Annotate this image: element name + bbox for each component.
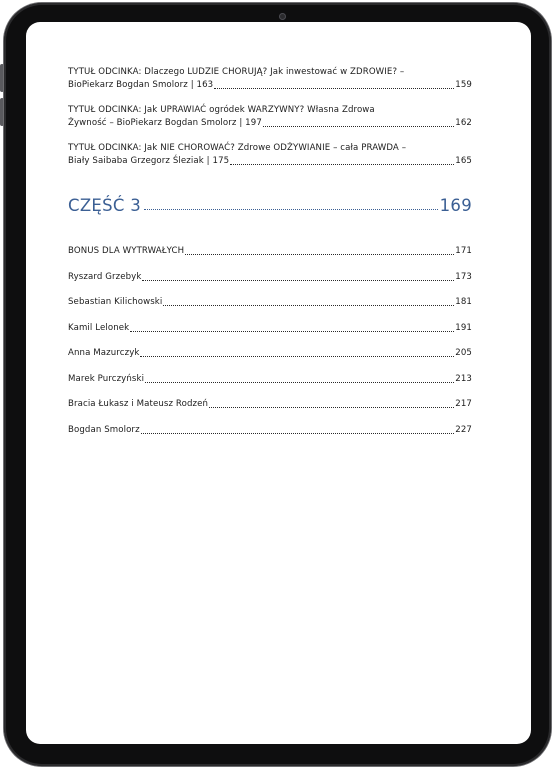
- toc-page-number: 171: [455, 246, 472, 256]
- toc-entry-title: Bracia Łukasz i Mateusz Rodzeń: [68, 399, 209, 409]
- toc-entry-title: TYTUŁ ODCINKA: Jak NIE CHOROWAĆ? Zdrowe ODŻYWIANIE – cała PRAWDA –: [68, 143, 407, 153]
- toc-entry[interactable]: [68, 347, 472, 360]
- toc-entry-title: Ryszard Grzebyk: [68, 271, 142, 282]
- toc-entry-title: Kamil Lelonek: [68, 322, 130, 333]
- toc-page-number: 191: [455, 322, 472, 333]
- dot-leader: [214, 87, 454, 89]
- front-camera-icon: [279, 13, 286, 20]
- dot-leader: [141, 432, 455, 434]
- toc-entry-title-cont: Żywność – BioPiekarz Bogdan Smolorz | 197: [68, 118, 262, 128]
- ebook-page: [26, 22, 531, 744]
- toc-page-number: 159: [455, 80, 472, 90]
- toc-entry-title: TYTUŁ ODCINKA: Jak UPRAWIAĆ ogródek WARZYWNY? Własna Zdrowa: [68, 105, 375, 115]
- toc-page-number: 162: [455, 118, 472, 128]
- toc-entry[interactable]: [68, 398, 472, 411]
- toc-page-number: 227: [455, 424, 472, 435]
- toc-entry-title: Marek Purczyński: [68, 373, 145, 384]
- dot-leader: [145, 381, 454, 383]
- toc-entry[interactable]: [68, 296, 472, 309]
- toc-entry[interactable]: [68, 424, 472, 437]
- dot-leader: [209, 406, 454, 408]
- toc-entry[interactable]: [68, 322, 472, 335]
- part-heading[interactable]: [68, 196, 472, 215]
- table-of-contents: [68, 66, 472, 449]
- dot-leader: [144, 209, 438, 210]
- toc-entry-title-cont: Biały Saibaba Grzegorz Śleziak | 175: [68, 156, 230, 166]
- toc-entry-title: Anna Mazurczyk: [68, 348, 140, 358]
- dot-leader: [230, 163, 454, 165]
- toc-entry[interactable]: [68, 104, 472, 130]
- dot-leader: [130, 330, 454, 332]
- toc-page-number: 173: [455, 271, 472, 282]
- dot-leader: [140, 355, 454, 357]
- toc-page-number: 205: [455, 348, 472, 358]
- toc-entry-title: Bogdan Smolorz: [68, 424, 140, 435]
- toc-entry-title: Sebastian Kilichowski: [68, 297, 163, 307]
- toc-entry[interactable]: [68, 271, 472, 284]
- part-page-number: 169: [439, 196, 472, 215]
- toc-page-number: 213: [455, 373, 472, 384]
- toc-page-number: 181: [455, 297, 472, 307]
- toc-entry-title-cont: BioPiekarz Bogdan Smolorz | 163: [68, 80, 214, 90]
- dot-leader: [142, 279, 454, 281]
- toc-entry[interactable]: [68, 66, 472, 92]
- toc-entry[interactable]: [68, 142, 472, 168]
- dot-leader: [185, 253, 454, 255]
- toc-page-number: 165: [455, 156, 472, 166]
- toc-entry[interactable]: [68, 373, 472, 386]
- part-title: CZĘŚĆ 3: [68, 196, 142, 215]
- toc-entry-title: TYTUŁ ODCINKA: Dlaczego LUDZIE CHORUJĄ? Jak inwestować w ZDROWIE? –: [68, 67, 405, 77]
- dot-leader: [163, 304, 454, 306]
- toc-entry[interactable]: [68, 245, 472, 258]
- toc-entry-title: BONUS DLA WYTRWAŁYCH: [68, 246, 185, 256]
- toc-page-number: 217: [455, 399, 472, 409]
- dot-leader: [263, 125, 454, 127]
